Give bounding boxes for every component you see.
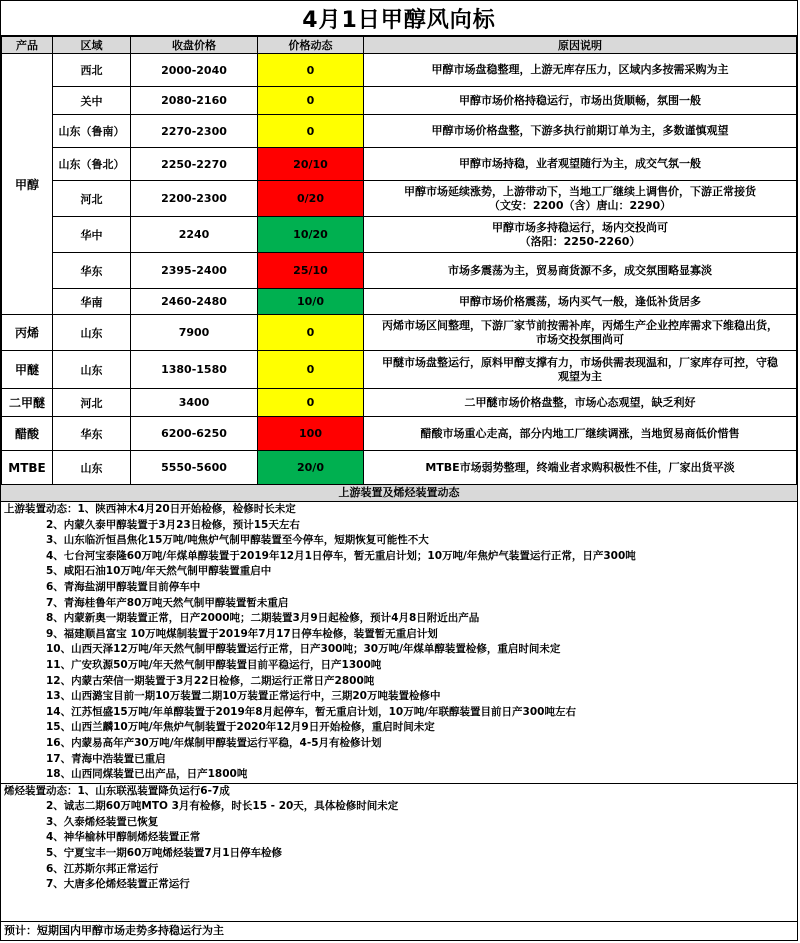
product-cell: 甲醇	[2, 54, 53, 315]
list-item	[4, 642, 794, 658]
list-item-text: 1、山东联泓装置降负运行6-7成	[77, 784, 230, 797]
list-item	[4, 862, 794, 878]
reason-line: （文安：2200（含）唐山：2290）	[488, 198, 672, 212]
change-cell: 0	[258, 351, 364, 389]
header-price: 收盘价格	[131, 37, 258, 54]
reason-cell	[364, 389, 797, 417]
section-title: 上游装置及烯烃装置动态	[1, 485, 797, 502]
list-item-text: 15、山西兰麟10万吨/年焦炉气制装置于2020年12月9日开始检修，重启时间未定	[46, 721, 435, 734]
price-cell: 2250-2270	[131, 148, 258, 181]
list-item-text: 2、内蒙久泰甲醇装置于3月23日检修，预计15天左右	[46, 518, 300, 531]
region-cell: 河北	[53, 181, 131, 217]
table-body	[2, 54, 797, 485]
list-item-text: 13、山西潞宝目前一期10万装置二期10万装置正常运行中，三期20万吨装置检修中	[46, 690, 441, 703]
reason-line: MTBE市场弱势整理，终端业者求购积极性不佳，厂家出货平淡	[425, 460, 735, 474]
region-cell: 华东	[53, 253, 131, 289]
reason-line: 丙烯市场区间整理，下游厂家节前按需补库，丙烯生产企业控库需求下维稳出货，	[382, 318, 778, 332]
price-cell: 2000-2040	[131, 54, 258, 87]
region-cell: 华东	[53, 417, 131, 451]
reason-line: 甲醇市场盘稳整理，上游无库存压力，区域内多按需采购为主	[431, 63, 729, 76]
reason-line: 甲醇市场多持稳运行，场内交投尚可	[492, 220, 668, 234]
list-item-text: 3、山东临沂恒昌焦化15万吨/吨焦炉气制甲醇装置至今停车，短期恢复可能性不大	[46, 534, 429, 547]
product-cell: 二甲醚	[2, 389, 53, 417]
list-item	[4, 627, 794, 643]
reason-cell	[364, 253, 797, 289]
list-item	[4, 799, 794, 815]
reason-line: 甲醇市场持稳，业者观望随行为主，成交气氛一般	[459, 157, 701, 170]
list-item	[4, 705, 794, 721]
product-cell: 甲醚	[2, 351, 53, 389]
reason-cell	[364, 54, 797, 87]
reason-line: 甲醇市场延续涨势，上游带动下，当地工厂继续上调售价，下游正常接货	[404, 184, 756, 198]
table-row	[2, 417, 797, 451]
region-cell: 山东	[53, 351, 131, 389]
list-item	[4, 720, 794, 736]
header-region: 区域	[53, 37, 131, 54]
region-cell: 山东（鲁南）	[53, 115, 131, 148]
change-cell: 25/10	[258, 253, 364, 289]
list-item	[4, 580, 794, 596]
price-cell: 5550-5600	[131, 451, 258, 485]
table-row	[2, 389, 797, 417]
list-item	[4, 815, 794, 831]
reason-line: 甲醇市场价格盘整，下游多执行前期订单为主，多数谨慎观望	[431, 124, 729, 137]
table-row	[2, 351, 797, 389]
list-item-text: 6、青海盐湖甲醇装置目前停车中	[46, 580, 201, 593]
reason-line: 市场多震荡为主，贸易商货源不多，成交氛围略显寡淡	[448, 263, 712, 277]
product-cell: MTBE	[2, 451, 53, 485]
list-item-text: 5、咸阳石油10万吨/年天然气制甲醇装置重启中	[46, 565, 272, 578]
reason-line: 甲醇市场价格持稳运行，市场出货顺畅，氛围一般	[459, 93, 701, 107]
table-row	[2, 217, 797, 253]
table-row	[2, 181, 797, 217]
list-item-text: 9、福建顺昌富宝 10万吨煤制装置于2019年7月17日停车检修，装置暂无重启计划	[46, 627, 438, 640]
price-cell: 2395-2400	[131, 253, 258, 289]
reason-cell	[364, 315, 797, 351]
change-cell: 0	[258, 115, 364, 148]
change-cell: 0/20	[258, 181, 364, 217]
reason-cell	[364, 217, 797, 253]
region-cell: 关中	[53, 87, 131, 115]
forecast: 预计：短期国内甲醇市场走势多持稳运行为主	[1, 921, 797, 940]
list-item-text: 5、宁夏宝丰一期60万吨烯烃装置7月1日停车检修	[46, 847, 283, 860]
change-cell: 20/0	[258, 451, 364, 485]
page-title: 4月1日甲醇风向标	[1, 1, 797, 36]
list-item	[4, 549, 794, 565]
header-change: 价格动态	[258, 37, 364, 54]
region-cell: 华南	[53, 289, 131, 315]
region-cell: 山东	[53, 451, 131, 485]
price-table	[1, 36, 797, 485]
list-item	[4, 877, 794, 893]
reason-cell	[364, 148, 797, 181]
change-cell: 20/10	[258, 148, 364, 181]
list-item-text: 8、内蒙新奥一期装置正常，日产2000吨；二期装置3月9日起检修，预计4月8日附近出产品	[46, 612, 480, 625]
olefin-list	[1, 783, 797, 893]
price-cell: 3400	[131, 389, 258, 417]
reason-line: 观望为主	[558, 369, 602, 383]
reason-line: 市场交投氛围尚可	[536, 332, 624, 346]
price-cell: 2240	[131, 217, 258, 253]
list-item-text: 1、陕西神木4月20日开始检修，检修时长未定	[77, 503, 296, 515]
change-cell: 0	[258, 54, 364, 87]
reason-cell	[364, 351, 797, 389]
table-row	[2, 115, 797, 148]
list-item-text: 6、江苏斯尔邦正常运行	[46, 862, 159, 875]
change-cell: 0	[258, 389, 364, 417]
list-item-text: 16、内蒙易高年产30万吨/年煤制甲醇装置运行平稳，4-5月有检修计划	[46, 736, 382, 749]
region-cell: 西北	[53, 54, 131, 87]
list-label: 上游装置动态：	[4, 503, 78, 515]
change-cell: 0	[258, 315, 364, 351]
list-item	[4, 736, 794, 752]
table-row	[2, 54, 797, 87]
table-row	[2, 451, 797, 485]
list-item	[4, 533, 794, 549]
list-item	[4, 830, 794, 846]
list-item	[4, 658, 794, 674]
price-cell: 1380-1580	[131, 351, 258, 389]
change-cell: 0	[258, 87, 364, 115]
reason-cell	[364, 87, 797, 115]
price-cell: 2460-2480	[131, 289, 258, 315]
change-cell: 10/0	[258, 289, 364, 315]
price-cell: 6200-6250	[131, 417, 258, 451]
region-cell: 华中	[53, 217, 131, 253]
table-header-row	[2, 37, 797, 54]
list-item-text: 4、神华榆林甲醇制烯烃装置正常	[46, 831, 201, 844]
list-item-text: 18、山西同煤装置已出产品，日产1800吨	[46, 768, 248, 781]
reason-line: 醋酸市场重心走高，部分内地工厂继续调涨，当地贸易商低价惜售	[420, 426, 740, 440]
list-item	[4, 752, 794, 768]
table-row	[2, 87, 797, 115]
table-row	[2, 253, 797, 289]
list-item-text: 14、江苏恒盛15万吨/年单醇装置于2019年8月起停车，暂无重启计划，10万吨/年联醇装置目前日产300吨左右	[46, 705, 576, 718]
list-item	[4, 846, 794, 862]
price-cell: 2200-2300	[131, 181, 258, 217]
reason-cell	[364, 451, 797, 485]
list-item	[4, 564, 794, 580]
change-cell: 100	[258, 417, 364, 451]
list-item-text: 10、山西天泽12万吨/年天然气制甲醇装置运行正常，日产300吨；30万吨/年煤单醇装置检修，重启时间未定	[46, 643, 561, 656]
table-row	[2, 289, 797, 315]
region-cell: 河北	[53, 389, 131, 417]
list-item	[4, 596, 794, 612]
list-item	[4, 674, 794, 690]
table-row	[2, 315, 797, 351]
reason-line: 甲醇市场价格震荡，场内买气一般，逢低补货居多	[459, 294, 701, 308]
list-item-text: 3、久泰烯烃装置已恢复	[46, 815, 159, 828]
header-product: 产品	[2, 37, 53, 54]
list-item-text: 12、内蒙古荣信一期装置于3月22日检修，二期运行正常日产2800吨	[46, 674, 375, 687]
list-item-text: 4、七台河宝泰隆60万吨/年煤单醇装置于2019年12月1日停车，暂无重启计划；10万吨/年焦炉气装置运行正常，日产300吨	[46, 549, 636, 562]
list-item-text: 7、青海桂鲁年产80万吨天然气制甲醇装置暂未重启	[46, 596, 289, 609]
upstream-list	[1, 502, 797, 783]
list-item	[4, 502, 794, 518]
price-cell: 7900	[131, 315, 258, 351]
list-item-text: 7、大唐多伦烯烃装置正常运行	[46, 878, 190, 891]
list-item	[4, 767, 794, 783]
list-item	[4, 689, 794, 705]
list-label: 烯烃装置动态：	[4, 784, 78, 797]
reason-cell	[364, 181, 797, 217]
list-item	[4, 784, 794, 800]
region-cell: 山东（鲁北）	[53, 148, 131, 181]
header-reason: 原因说明	[364, 37, 797, 54]
list-item	[4, 518, 794, 534]
table-row	[2, 148, 797, 181]
price-cell: 2270-2300	[131, 115, 258, 148]
region-cell: 山东	[53, 315, 131, 351]
list-item-text: 2、诚志二期60万吨MTO 3月有检修，时长15 - 20天，具体检修时间未定	[46, 800, 399, 813]
list-item-text: 17、青海中浩装置已重启	[46, 752, 166, 765]
list-item-text: 11、广安玖源50万吨/年天然气制甲醇装置目前平稳运行，日产1300吨	[46, 658, 382, 671]
reason-cell	[364, 115, 797, 148]
reason-line: 二甲醚市场价格盘整，市场心态观望，缺乏利好	[464, 395, 696, 409]
reason-cell	[364, 417, 797, 451]
change-cell: 10/20	[258, 217, 364, 253]
list-item	[4, 611, 794, 627]
product-cell: 丙烯	[2, 315, 53, 351]
reason-line: 甲醚市场盘整运行，原料甲醇支撑有力，市场供需表现温和，厂家库存可控，守稳	[382, 355, 778, 369]
price-cell: 2080-2160	[131, 87, 258, 115]
reason-cell	[364, 289, 797, 315]
reason-line: （洛阳：2250-2260）	[519, 234, 641, 248]
product-cell: 醋酸	[2, 417, 53, 451]
